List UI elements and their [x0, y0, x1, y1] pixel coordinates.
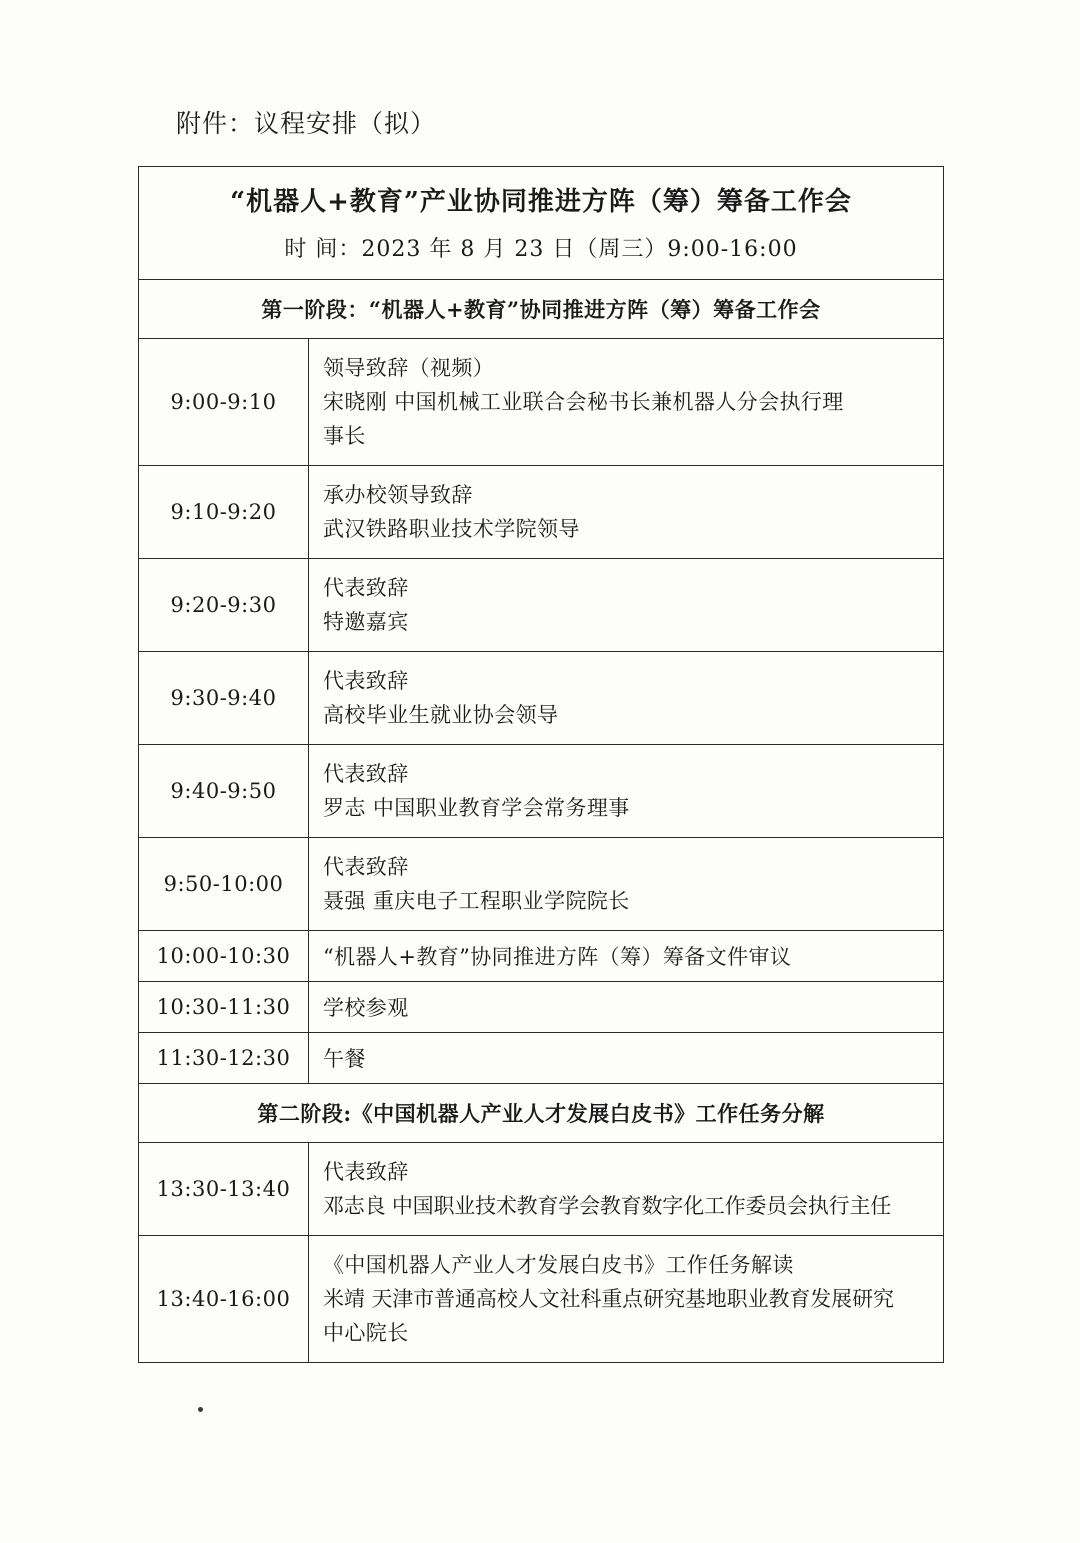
- row-content-line: 领导致辞（视频）: [323, 356, 495, 381]
- page-marker-dot: [198, 1407, 203, 1412]
- row-content: “机器人+教育”协同推进方阵（筹）筹备文件审议: [309, 931, 944, 982]
- row-content: [309, 838, 944, 931]
- row-content: [309, 339, 944, 466]
- row-content-line: 代表致辞: [323, 1160, 409, 1185]
- row-time: 9:50-10:00: [139, 838, 309, 931]
- table-row: [139, 652, 944, 745]
- row-time: 9:20-9:30: [139, 559, 309, 652]
- row-content-line: 罗志 中国职业教育学会常务理事: [323, 796, 630, 821]
- row-time: 9:00-9:10: [139, 339, 309, 466]
- row-time: 11:30-12:30: [139, 1033, 309, 1084]
- row-content: [309, 1143, 944, 1236]
- row-content-line: 聂强 重庆电子工程职业学院院长: [323, 889, 630, 914]
- row-time: 10:00-10:30: [139, 931, 309, 982]
- table-row-stage-one-header: [139, 280, 944, 339]
- row-time: 9:30-9:40: [139, 652, 309, 745]
- table-row: [139, 466, 944, 559]
- attachment-label: 附件：议程安排（拟）: [176, 109, 437, 138]
- meeting-time: 时 间：2023 年 8 月 23 日（周三）9:00-16:00: [139, 228, 944, 280]
- stage-one-header: 第一阶段：“机器人+教育”协同推进方阵（筹）筹备工作会: [139, 280, 944, 339]
- table-row-title: [139, 167, 944, 229]
- table-row: [139, 339, 944, 466]
- row-content: 午餐: [309, 1033, 944, 1084]
- row-time: 9:10-9:20: [139, 466, 309, 559]
- row-content-line: 中心院长: [323, 1321, 409, 1346]
- row-content: [309, 559, 944, 652]
- row-content-line: 事长: [323, 424, 366, 449]
- table-row-stage-two-header: [139, 1084, 944, 1143]
- row-content: 学校参观: [309, 982, 944, 1033]
- row-content-line: 特邀嘉宾: [323, 610, 409, 635]
- row-content-line: 代表致辞: [323, 576, 409, 601]
- row-content-line: 代表致辞: [323, 762, 409, 787]
- row-content-line: 宋晓刚 中国机械工业联合会秘书长兼机器人分会执行理: [323, 390, 844, 415]
- row-content-line: 《中国机器人产业人才发展白皮书》工作任务解读: [323, 1253, 794, 1278]
- table-row-time: [139, 228, 944, 280]
- table-row: [139, 559, 944, 652]
- row-content-line: 高校毕业生就业协会领导: [323, 703, 559, 728]
- table-row: [139, 1236, 944, 1363]
- table-row: [139, 745, 944, 838]
- agenda-table: [138, 166, 944, 1363]
- row-content: [309, 1236, 944, 1363]
- row-content-line: 米靖 天津市普通高校人文社科重点研究基地职业教育发展研究: [323, 1287, 894, 1312]
- row-time: 10:30-11:30: [139, 982, 309, 1033]
- table-row: [139, 1143, 944, 1236]
- table-row: [139, 982, 944, 1033]
- row-content-line: 承办校领导致辞: [323, 483, 473, 508]
- row-content-line: 代表致辞: [323, 669, 409, 694]
- row-content: [309, 652, 944, 745]
- meeting-title: “机器人+教育”产业协同推进方阵（筹）筹备工作会: [139, 167, 944, 229]
- row-content: [309, 745, 944, 838]
- table-row: [139, 1033, 944, 1084]
- row-time: 13:40-16:00: [139, 1236, 309, 1363]
- row-content-line: 代表致辞: [323, 855, 409, 880]
- row-content-line: 邓志良 中国职业技术教育学会教育数字化工作委员会执行主任: [323, 1194, 892, 1219]
- row-time: 13:30-13:40: [139, 1143, 309, 1236]
- row-time: 9:40-9:50: [139, 745, 309, 838]
- table-row: [139, 838, 944, 931]
- stage-two-header: 第二阶段:《中国机器人产业人才发展白皮书》工作任务分解: [139, 1084, 944, 1143]
- row-content: [309, 466, 944, 559]
- table-row: [139, 931, 944, 982]
- row-content-line: 武汉铁路职业技术学院领导: [323, 517, 580, 542]
